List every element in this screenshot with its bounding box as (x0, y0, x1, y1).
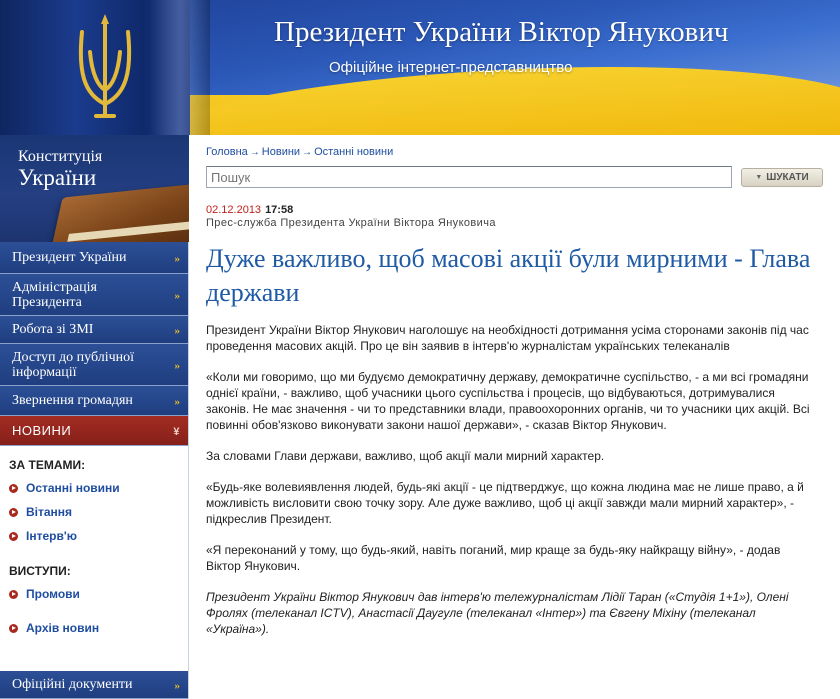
double-chevron-right-icon: » (174, 289, 180, 302)
flag-fold (150, 0, 210, 135)
article-time: 17:58 (265, 204, 294, 216)
breadcrumb-news[interactable]: Новини (261, 146, 301, 158)
nav-item-media[interactable] (0, 316, 188, 344)
speeches-heading: ВИСТУПИ: (9, 564, 71, 578)
double-chevron-right-icon: » (174, 324, 180, 337)
sidebar (0, 135, 189, 699)
double-chevron-right-icon: » (174, 395, 180, 408)
nav-item-label: Доступ до публічної інформації (12, 349, 135, 380)
search-button-label: ШУКАТИ (766, 172, 809, 183)
nav-item-label: Звернення громадян (12, 393, 133, 408)
breadcrumb (206, 146, 393, 158)
article-paragraph: «Будь-яке волевиявлення людей, будь-які акції - це підтверджує, що кожна людина має не лише право, а й можливість висловити свою точку зору. Але дуже важливо, щоб ці акції завжди мали мирний характер», - підкреслив Президент. (206, 480, 804, 526)
article-paragraph: «Коли ми говоримо, що ми будуємо демократичну державу, демократичне суспільство, - а ми всі громадяни однієї країни, - важливо, щоб учасники цього суспільства і процесів, що відбуваються, дотримувалися законів. Не має значення - чи то представники влади, правоохоронних органів, чи то учасники цих акцій. Всі повинні обов'язково виконувати закони нашої держави», - сказав Віктор Янукович. (206, 370, 810, 432)
site-subtitle: Офіційне інтернет-представництво (329, 59, 573, 76)
double-chevron-right-icon: » (174, 252, 180, 265)
nav-item-news[interactable] (0, 416, 188, 446)
bullet-arrow-icon (9, 590, 18, 599)
article-paragraph: За словами Глави держави, важливо, щоб акції мали мирний характер. (206, 449, 605, 463)
bullet-arrow-icon (9, 532, 18, 541)
double-chevron-right-icon: » (174, 679, 180, 692)
nav-item-president[interactable] (0, 242, 188, 274)
article-source: Прес-служба Президента України Віктора Януковича (206, 217, 496, 229)
constitution-line1: Конституція (18, 148, 103, 165)
topics-heading: ЗА ТЕМАМИ: (9, 458, 86, 472)
article-paragraph: Президент України Віктор Янукович наголошує на необхідності дотримання усіма сторонами законів під час проведення масових акцій. Про це він заявив в інтерв'ю журналістам українських телеканалів (206, 323, 809, 353)
double-chevron-right-icon: » (174, 359, 180, 372)
topic-link-label: Інтерв'ю (26, 529, 77, 543)
nav-item-label: Адміністрація Президента (12, 279, 97, 310)
topic-link-greetings[interactable] (0, 500, 188, 524)
article-paragraph: «Я переконаний у тому, що будь-який, навіть поганий, мир краще за будь-яку найкращу війну», - додав Віктор Янукович. (206, 543, 781, 573)
arrow-right-icon: → (302, 147, 313, 158)
nav-item-public-info[interactable] (0, 344, 188, 386)
topic-link-label: Вітання (26, 505, 73, 519)
constitution-line2: України (18, 165, 97, 190)
nav-item-label: Президент України (12, 250, 127, 265)
speech-link-label: Промови (26, 587, 80, 601)
topic-link-label: Останні новини (26, 481, 120, 495)
site-header (0, 0, 840, 135)
speech-link-speeches[interactable] (0, 582, 188, 606)
double-chevron-down-icon: ¥ (173, 425, 180, 438)
archive-link-label: Архів новин (26, 621, 100, 635)
topic-link-interviews[interactable] (0, 524, 188, 548)
article-date: 02.12.2013 (206, 204, 262, 216)
article-body (206, 322, 818, 652)
breadcrumb-home[interactable]: Головна (206, 146, 248, 158)
article-meta (206, 204, 293, 216)
search-input[interactable] (206, 166, 732, 188)
trident-emblem-icon (70, 12, 140, 122)
bullet-arrow-icon (9, 484, 18, 493)
nav-item-administration[interactable] (0, 274, 188, 316)
topic-link-latest[interactable] (0, 476, 188, 500)
article-italic-note: Президент України Віктор Янукович дав інтерв'ю тележурналістам Лідії Таран («Студія 1+1»), Олені Фролях (телеканал ICTV), Анастасії Даугуле (телеканал «Інтер») та Євгену Міхіну (телеканал «Україна»). (206, 590, 789, 636)
breadcrumb-latest[interactable]: Останні новини (314, 146, 394, 158)
arrow-right-icon: → (249, 147, 260, 158)
article-title: Дуже важливо, щоб масові акції були мирними - Глава держави (206, 244, 811, 307)
triangle-right-icon: ▼ (755, 174, 763, 181)
bullet-arrow-icon (9, 624, 18, 633)
nav-item-label: Робота зі ЗМІ (12, 322, 94, 337)
constitution-banner[interactable] (0, 135, 189, 242)
nav-item-official-docs[interactable] (0, 671, 188, 699)
nav-item-appeals[interactable] (0, 386, 188, 416)
nav-item-label: НОВИНИ (12, 423, 72, 438)
archive-link[interactable] (0, 616, 188, 640)
site-title[interactable]: Президент України Віктор Янукович (274, 16, 729, 48)
bullet-arrow-icon (9, 508, 18, 517)
search-button[interactable] (741, 168, 823, 187)
nav-item-label: Офіційні документи (12, 677, 133, 692)
